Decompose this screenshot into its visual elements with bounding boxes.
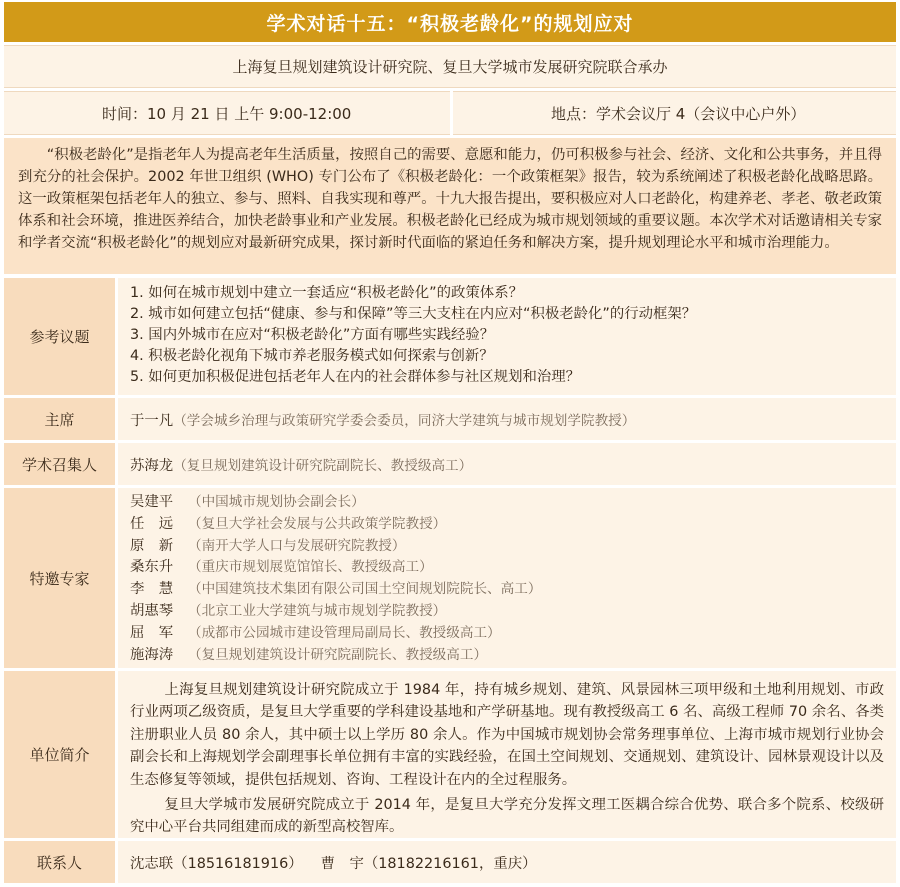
agenda-item: 3. 国内外城市在应对“积极老龄化”方面有哪些实践经验？	[130, 327, 495, 343]
expert-item	[130, 536, 896, 558]
convener-label: 学术召集人	[4, 443, 115, 485]
agenda-item: 4. 积极老龄化视角下城市养老服务模式如何探索与创新？	[130, 348, 494, 364]
units-label: 单位简介	[4, 671, 115, 838]
expert-item	[130, 623, 896, 645]
experts-label: 特邀专家	[4, 488, 115, 668]
expert-name: 任 远	[130, 515, 174, 532]
event-location: 地点：学术会议厅 4（会议中心户外）	[453, 91, 896, 135]
contact-row	[4, 841, 896, 883]
expert-name: 施海涛	[130, 646, 174, 663]
agenda-label: 参考议题	[4, 278, 115, 395]
unit-paragraph: 复旦大学城市发展研究院成立于 2014 年，是复旦大学充分发挥文理工医耦合综合优势、联合多个院系、校级研究中心平台共同组建而成的新型高校智库。	[130, 797, 884, 836]
expert-note: （中国城市规划协会副会长）	[188, 494, 365, 510]
agenda-row	[4, 278, 896, 395]
expert-name: 吴建平	[130, 494, 174, 510]
experts-list	[118, 488, 896, 668]
chair-row	[4, 398, 896, 440]
expert-item	[130, 514, 896, 536]
expert-item	[130, 492, 896, 514]
expert-note: （复旦规划建筑设计研究院副院长、教授级高工）	[188, 646, 488, 663]
agenda-list	[118, 278, 896, 395]
agenda-item: 1. 如何在城市规划中建立一套适应“积极老龄化”的政策体系？	[130, 285, 523, 301]
expert-note: （重庆市规划展览馆馆长、教授级高工）	[188, 559, 433, 576]
contact-person: 沈志联（18516181916）	[130, 855, 303, 872]
expert-note: （中国建筑技术集团有限公司国土空间规划院院长、高工）	[188, 581, 542, 598]
contact-value	[118, 841, 896, 883]
expert-item	[130, 601, 896, 623]
expert-item	[130, 557, 896, 579]
page-title: 学术对话十五：“积极老龄化”的规划应对	[4, 2, 896, 42]
agenda-item: 2. 城市如何建立包括“健康、参与和保障”等三大支柱在内应对“积极老龄化”的行动框架？	[130, 306, 697, 322]
organizers: 上海复旦规划建筑设计研究院、复旦大学城市发展研究院联合承办	[4, 45, 896, 88]
chair-value	[118, 398, 896, 440]
expert-note: （北京工业大学建筑与城市规划学院教授）	[188, 602, 447, 619]
chair-label: 主席	[4, 398, 115, 440]
convener-row	[4, 443, 896, 485]
units-text	[118, 671, 896, 838]
expert-name: 胡惠琴	[130, 602, 174, 619]
expert-item	[130, 579, 896, 601]
units-row	[4, 671, 896, 838]
expert-name: 李 慧	[130, 581, 174, 598]
contact-person: 曹 宇（18182216161，重庆）	[320, 855, 537, 872]
expert-item	[130, 645, 896, 667]
agenda-item: 5. 如何更加积极促进包括老年人在内的社会群体参与社区规划和治理？	[130, 369, 581, 385]
unit-paragraph: 上海复旦规划建筑设计研究院成立于 1984 年，持有城乡规划、建筑、风景园林三项甲级和土地利用规划、市政行业两项乙级资质，是复旦大学重要的学科建设基地和产学研基地。现有教授级高工 6 名、高级工程师 70 余名、各类注册职业人员 80 余人，其中硕士以上学历 80 余人。作为中国城市规划协会常务理事单位、上海市城市规划行业协会副会长和上海规划学会副理事长单位拥有丰富的实践经验，在国土空间规划、交通规划、建筑设计、园林景观设计以及生态修复等领域，提供包括规划、咨询、工程设计在内的全过程服务。	[130, 682, 884, 788]
chair-name: 于一凡	[130, 412, 174, 429]
convener-note: （复旦规划建筑设计研究院副院长、教授级高工）	[173, 458, 473, 474]
experts-row	[4, 488, 896, 668]
chair-note: （学会城乡治理与政策研究学委会委员，同济大学建筑与城市规划学院教授）	[173, 413, 636, 429]
convener-name: 苏海龙	[130, 457, 174, 474]
expert-note: （复旦大学社会发展与公共政策学院教授）	[188, 515, 447, 532]
event-time: 时间：10 月 21 日 上午 9:00-12:00	[4, 91, 450, 135]
convener-value	[118, 443, 896, 485]
expert-note: （成都市公园城市建设管理局副局长、教授级高工）	[188, 624, 501, 641]
intro-paragraph: “积极老龄化”是指老年人为提高老年生活质量，按照自己的需要、意愿和能力，仍可积极参与社会、经济、文化和公共事务，并且得到充分的社会保护。2002 年世卫组织 (WHO) 专门公布了《积极老龄化：一个政策框架》报告，较为系统阐述了积极老龄化战略思路。这一政策框架包括老年人的独立、参与、照料、自我实现和尊严。十九大报告提出，要积极应对人口老龄化，构建养老、孝老、敬老政策体系和社会环境，推进医养结合，加快老龄事业和产业发展。积极老龄化已经成为城市规划领域的重要议题。本次学术对话邀请相关专家和学者交流“积极老龄化”的规划应对最新研究成果，探讨新时代面临的紧迫任务和解决方案，提升规划理论水平和城市治理能力。	[4, 138, 896, 274]
expert-note: （南开大学人口与发展研究院教授）	[188, 537, 406, 554]
expert-name: 桑东升	[130, 559, 174, 576]
time-location-row	[4, 91, 896, 135]
expert-name: 屈 军	[130, 624, 174, 641]
expert-name: 原 新	[130, 537, 174, 554]
contact-label: 联系人	[4, 841, 115, 883]
